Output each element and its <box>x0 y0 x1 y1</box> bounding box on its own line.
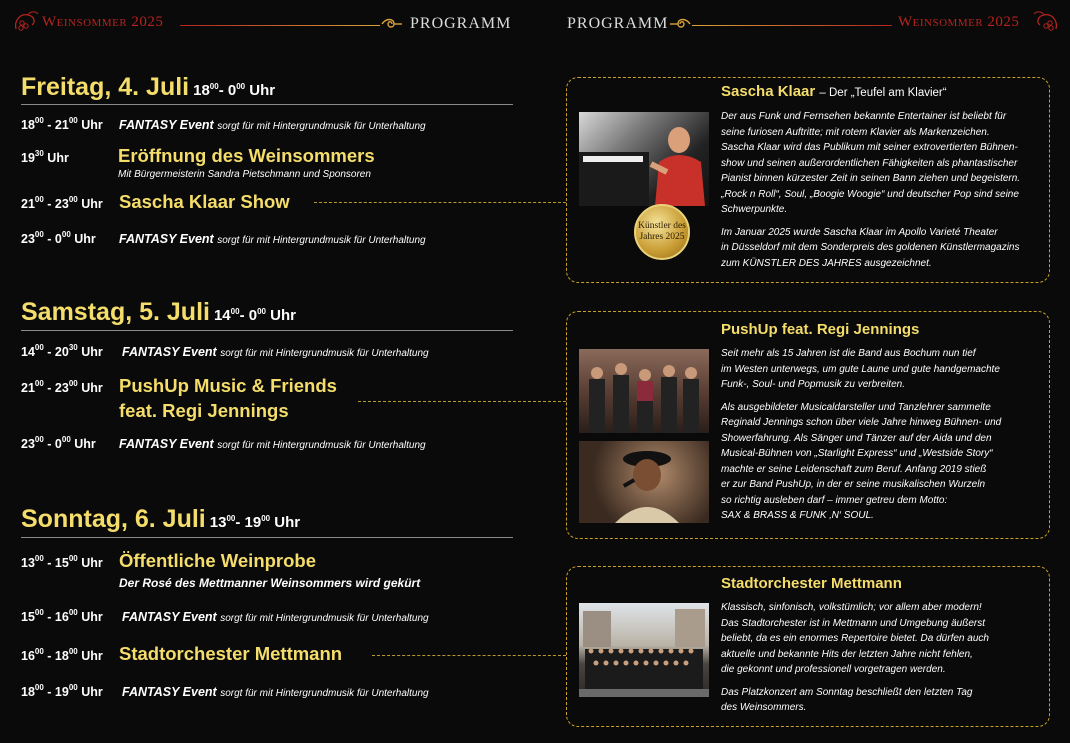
card-title-pushup: PushUp feat. Regi Jennings <box>721 321 920 338</box>
fantasy-event: FANTASY Event sorgt für mit Hintergrundmusik für Unterhaltung <box>122 345 429 359</box>
header-rule-left <box>180 25 380 26</box>
slot-time: $23^{00} - 0^{00}$ Uhr <box>21 230 96 246</box>
swirl-ornament-left-icon <box>380 16 404 32</box>
artist-photo-sascha-klaar <box>579 112 709 206</box>
programm-left: PROGRAMM <box>410 15 512 32</box>
connector-line <box>358 401 566 402</box>
day-title-sunday: Sonntag, 6. Juli $13^{00}-$ $19^{00}$ Uhr <box>21 505 301 533</box>
connector-line <box>314 202 566 203</box>
slot-time: $18^{00} - 21^{00}$ Uhr <box>21 116 103 132</box>
event-title-stadtorchester: Stadtorchester Mettmann <box>119 643 343 664</box>
event-title-sascha-klaar: Sascha Klaar Show <box>119 191 290 212</box>
event-title-pushup: PushUp Music & Friends <box>119 375 337 396</box>
card-title-stadtorchester: Stadtorchester Mettmann <box>721 575 902 592</box>
day-rule-saturday <box>21 330 513 331</box>
slot-time: $21^{00} - 23^{00}$ Uhr <box>21 379 103 395</box>
day-title-saturday: Samstag, 5. Juli $14^{00}-$ $0^{00}$ Uhr <box>21 298 296 326</box>
card-text-stadtorchester: Klassisch, sinfonisch, volkstümlich; vor allem aber modern! Das Stadtorchester ist in Mettmann und Umgebung äußerst beliebt, da es ein enormes Repertoire bietet. Da dürfen auch aktuelle und bekannte Hits der letzten Jahre nicht fehlen, die gekonnt und professionell vorgetragen werden. Das Platzkonzert am Sonntag beschließt den letzten Tag des Weinsommers. <box>721 602 989 713</box>
event-subtitle: Der Rosé des Mettmanner Weinsommers wird gekürt <box>119 576 421 590</box>
day-title-friday: Freitag, 4. Juli $18^{00}-$ $0^{00}$ Uhr <box>21 73 276 101</box>
day-rule-sunday <box>21 537 513 538</box>
slot-time: $23^{00} - 0^{00}$ Uhr <box>21 435 96 451</box>
fantasy-event: FANTASY Event sorgt für mit Hintergrundmusik für Unterhaltung <box>119 118 426 132</box>
card-title-sascha-klaar: Sascha Klaar – Der „Teufel am Klavier“ <box>721 83 947 100</box>
day-rule-friday <box>21 104 513 105</box>
brand-left: Weinsommer 2025 <box>42 14 164 30</box>
singer-photo-regi-jennings <box>579 441 709 523</box>
card-text-pushup: Seit mehr als 15 Jahren ist die Band aus Bochum nun tief im Westen unterwegs, um gute Laune und gute handgemachte Funk-, Soul- und Popmusik zu verbreiten. Als ausgebildeter Musicaldarsteller und Tanzlehrer sammelte Reginald Jennings schon über viele Jahre hinweg Bühnen- und Showerfahrung. Als Sänger und Tänzer auf der Aida und den Musical-Bühnen von „Starlight Express“ und „Westside Story“ machte er seine Leidenschaft zum Beruf. Anfang 2019 stieß er zur Band PushUp, in der er seine musikalischen Wurzeln so richtig ausleben darf – immer getreu dem Motto: SAX & BRASS & FUNK ‚N‘ SOUL. <box>721 348 1002 521</box>
grape-ornament-left-icon <box>12 9 42 35</box>
slot-time: $19^{30}$ Uhr <box>21 149 69 165</box>
day-time-friday: $18^{00}-$ $0^{00}$ Uhr <box>193 82 276 99</box>
fantasy-event: FANTASY Event sorgt für mit Hintergrundmusik für Unterhaltung <box>122 610 429 624</box>
card-text-sascha-klaar: Der aus Funk und Fernsehen bekannte Entertainer ist beliebt für seine furiosen Auftritte; mit rotem Klavier als Markenzeichen. Sascha Klaar wird das Publikum mit seiner extrovertierten Bühnen- show und seinen außerordentlichen Fähigkeiten als phantastischer Pianist binnen kürzester Zeit in seinen Bann ziehen und begeistern. „Rock n Roll“, Soul, „Boogie Woogie“ und deutscher Pop sind seine Schwerpunkte. Im Januar 2025 wurde Sascha Klaar im Apollo Varieté Theater in Düsseldorf mit dem Sonderpreis des goldenen Künstlermagazins zum KÜNSTLER DES JAHRES ausgezeichnet. <box>721 111 1021 269</box>
programm-right: PROGRAMM <box>567 15 669 32</box>
fantasy-event: FANTASY Event sorgt für mit Hintergrundmusik für Unterhaltung <box>119 437 426 451</box>
event-title-opening: Eröffnung des Weinsommers <box>118 145 375 166</box>
day-time-sunday: $13^{00}-$ $19^{00}$ Uhr <box>209 514 301 531</box>
fantasy-event: FANTASY Event sorgt für mit Hintergrundmusik für Unterhaltung <box>122 685 429 699</box>
grape-ornament-right-icon <box>1030 9 1060 35</box>
slot-time: $15^{00} - 16^{00}$ Uhr <box>21 608 103 624</box>
slot-time: $13^{00} - 15^{00}$ Uhr <box>21 554 103 570</box>
event-title-weinprobe: Öffentliche Weinprobe <box>119 550 317 571</box>
award-seal: Künstler des Jahres 2025 <box>634 204 690 260</box>
slot-time: $14^{00} - 20^{30}$ Uhr <box>21 343 103 359</box>
slot-time: $16^{00} - 18^{00}$ Uhr <box>21 647 103 663</box>
brand-right: Weinsommer 2025 <box>898 14 1020 30</box>
swirl-ornament-right-icon <box>668 16 692 32</box>
slot-time: $21^{00} - 23^{00}$ Uhr <box>21 195 103 211</box>
event-subtitle: Mit Bürgermeisterin Sandra Pietschmann und Sponsoren <box>118 169 371 180</box>
orchestra-photo <box>579 603 709 697</box>
connector-line <box>372 655 566 656</box>
header-rule-right <box>692 25 892 26</box>
band-photo-pushup <box>579 349 709 433</box>
day-time-saturday: $14^{00}-$ $0^{00}$ Uhr <box>213 307 296 324</box>
event-title-pushup-feat: feat. Regi Jennings <box>119 400 289 421</box>
slot-time: $18^{00} - 19^{00}$ Uhr <box>21 683 103 699</box>
fantasy-event: FANTASY Event sorgt für mit Hintergrundmusik für Unterhaltung <box>119 232 426 246</box>
